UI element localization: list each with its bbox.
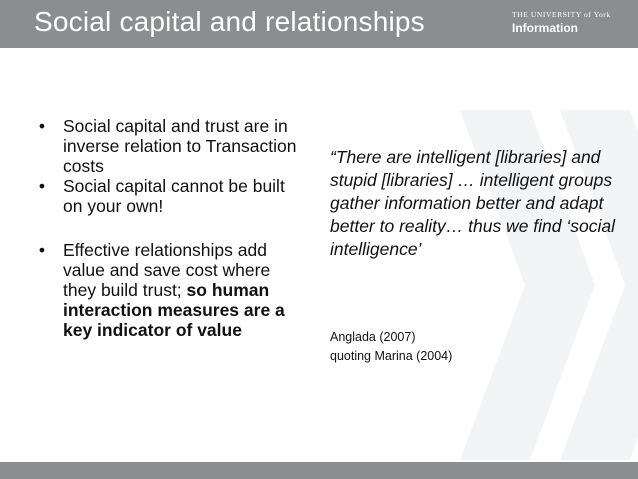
citation [330, 328, 580, 366]
bullet-dot: • [38, 176, 46, 196]
bullet-item [36, 240, 306, 340]
logo-department: Information [512, 21, 578, 35]
slide-title: Social capital and relationships [34, 6, 425, 37]
footer-bar [0, 462, 638, 479]
bullet-text: Effective relationships add value and save cost where they build trust; [63, 240, 271, 300]
bullet-text: Social capital and trust are in inverse relation to Transaction costs [63, 116, 297, 176]
bullet-dot: • [38, 116, 46, 136]
citation-line-1: Anglada (2007) [330, 330, 416, 344]
bullet-dot: • [38, 240, 46, 260]
university-logo [512, 10, 611, 35]
citation-line-2: quoting Marina (2004) [330, 349, 453, 363]
header-bar [0, 0, 638, 48]
bullet-bold-text: so human interaction measures are a key indicator of value [63, 280, 285, 340]
bullet-item [36, 176, 306, 216]
bullet-text: Social capital cannot be built on your own! [63, 176, 285, 216]
bullet-item [36, 116, 306, 176]
logo-university-name: THE UNIVERSITY of York [512, 10, 611, 19]
quote-text: “There are intelligent [libraries] and stupid [libraries] … intelligent groups gather information better and adapt better to reality… thus we find ‘social intelligence’ [330, 147, 615, 259]
bullet-list [36, 116, 306, 340]
